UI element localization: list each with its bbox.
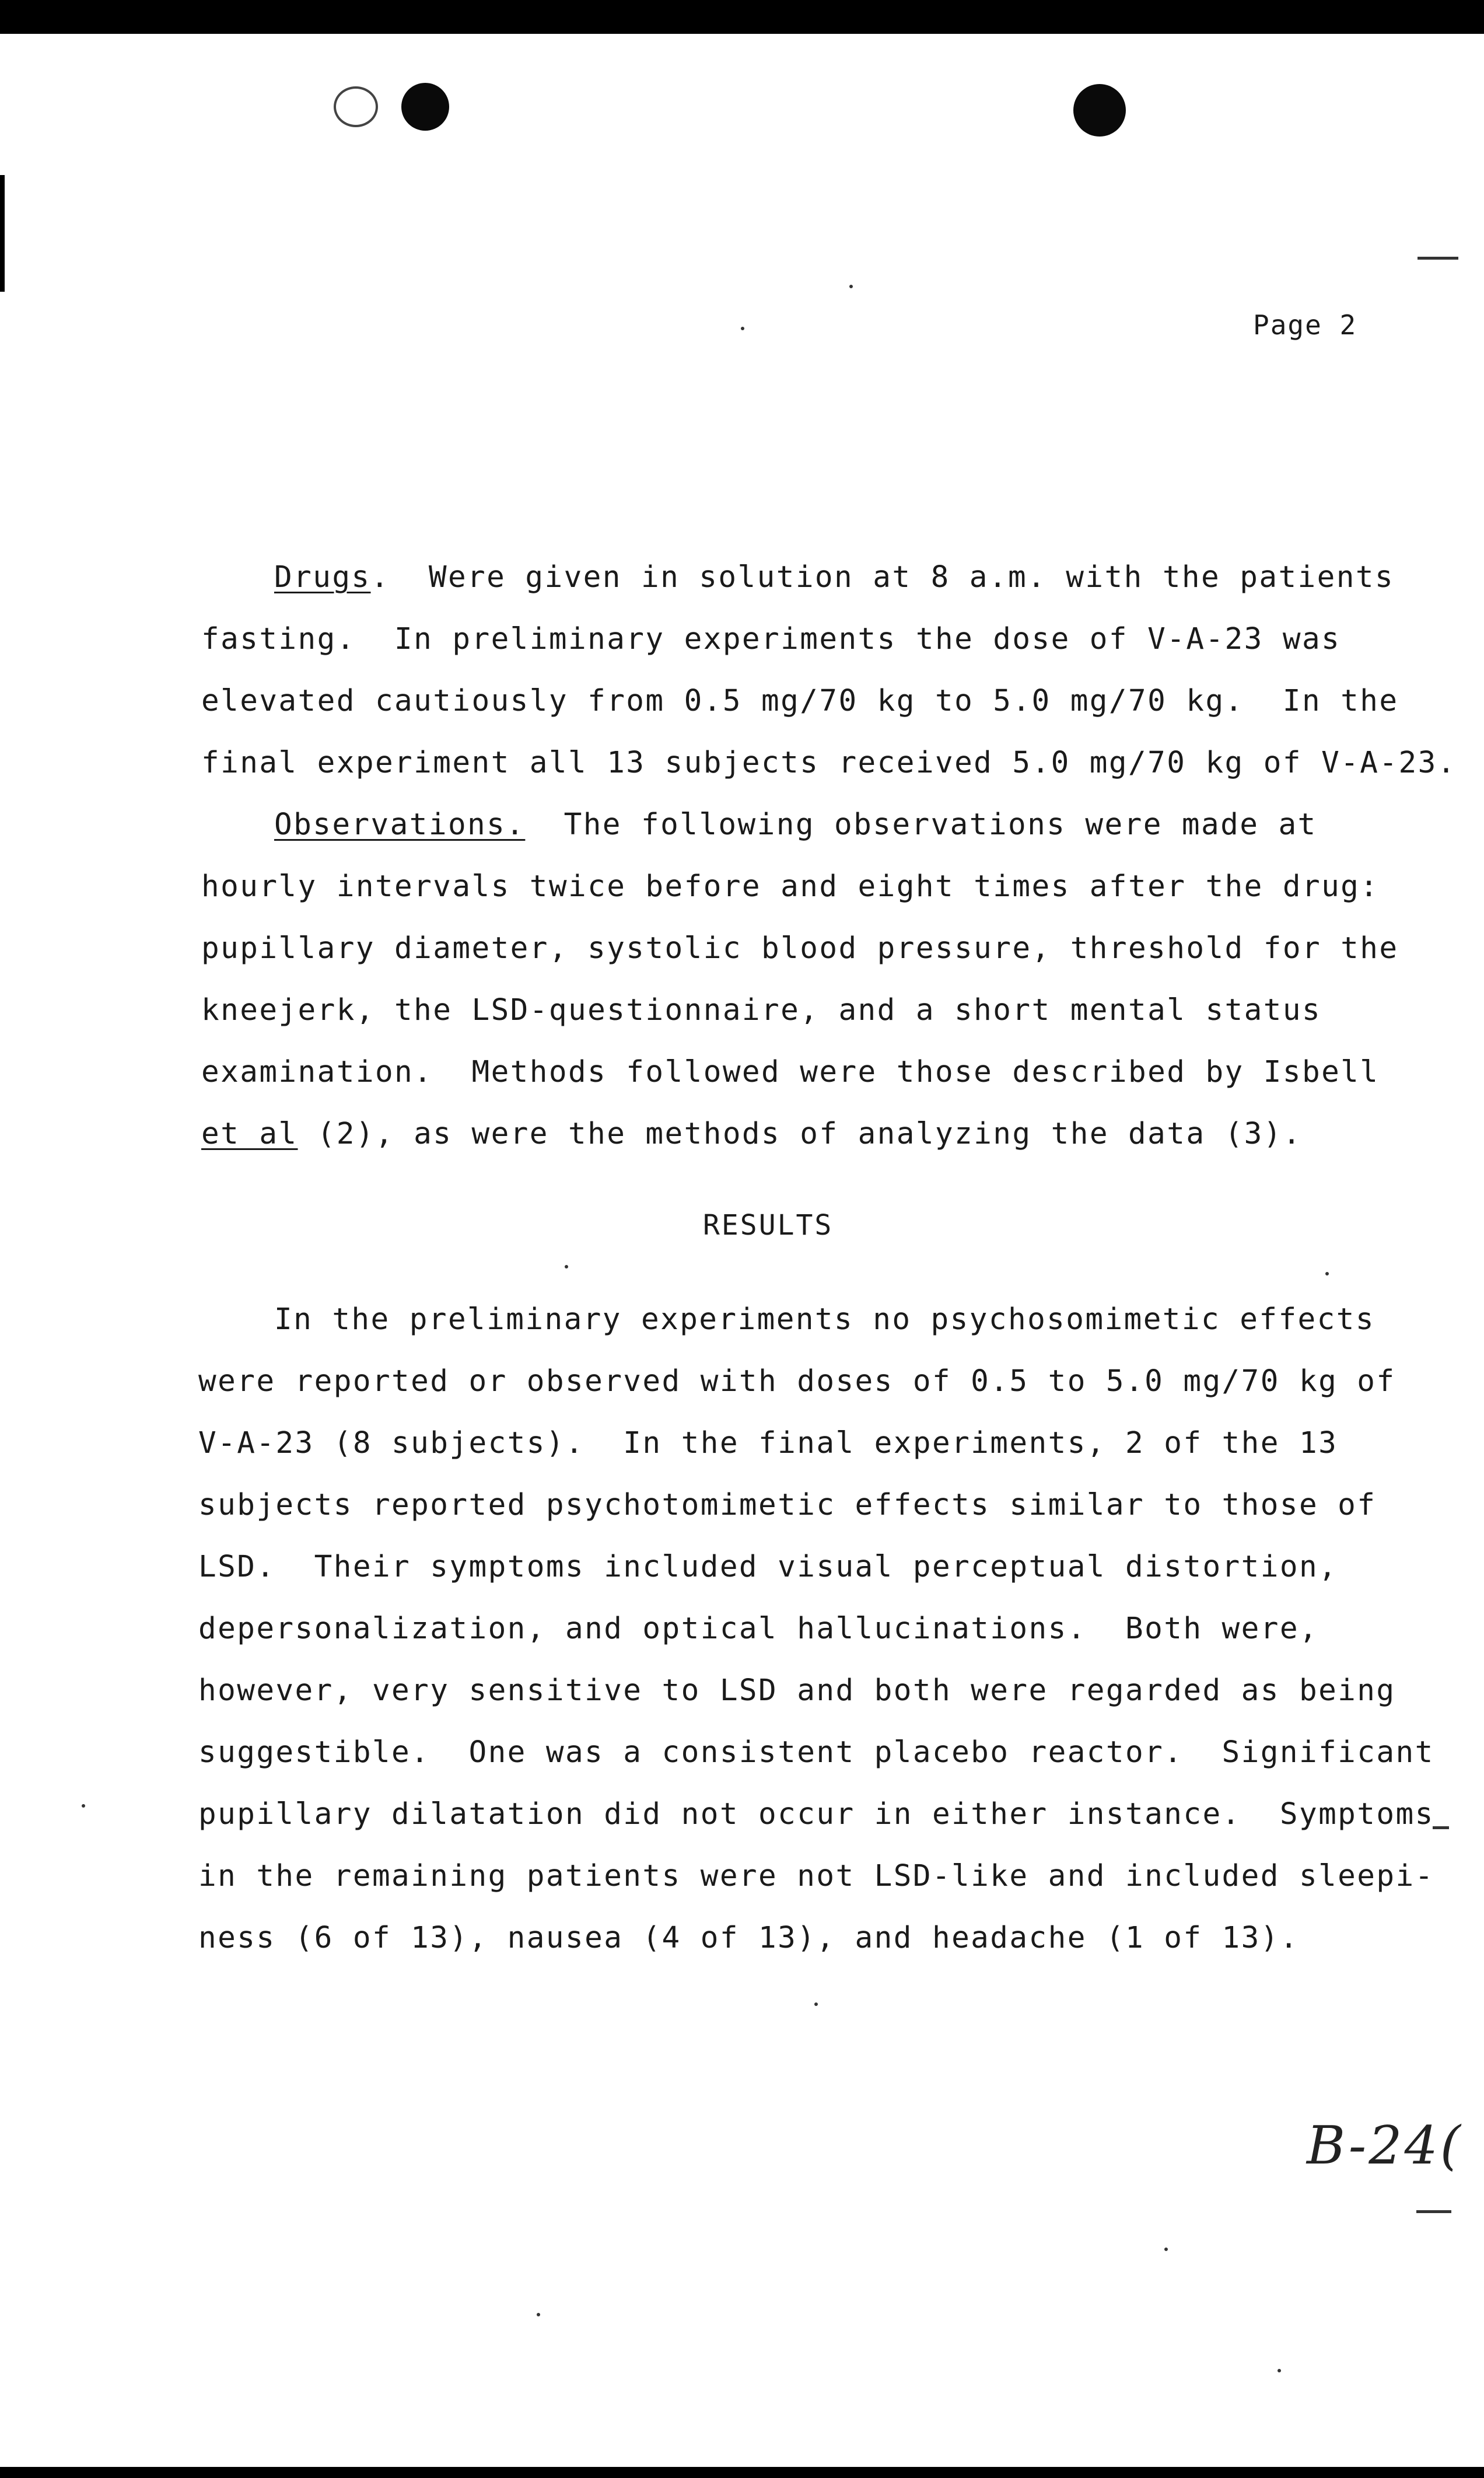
results-line-4: subjects reported psychotomimetic effects similar to those of (198, 1488, 1377, 1522)
drugs-line-2: fasting. In preliminary experiments the dose of V-A-23 was (201, 622, 1341, 656)
drugs-label: Drugs (274, 560, 371, 595)
scan-left-edge-mark (0, 175, 5, 292)
scan-speck (1278, 2369, 1281, 2372)
section-heading-results: RESULTS (703, 1209, 834, 1242)
scan-speck (565, 1265, 568, 1268)
scan-speck (814, 2002, 818, 2006)
punch-hole-outline (334, 86, 378, 127)
results-line-6: depersonalization, and optical hallucinations. Both were, (198, 1612, 1319, 1646)
results-line-8: suggestible. One was a consistent placebo reactor. Significant (198, 1735, 1434, 1770)
drugs-line-4: final experiment all 13 subjects received 5.0 mg/70 kg of V-A-23. (201, 746, 1457, 780)
results-line-11: ness (6 of 13), nausea (4 of 13), and headache (1 of 13). (198, 1921, 1299, 1955)
observations-line-3: pupillary diameter, systolic blood pressure, threshold for the (201, 931, 1399, 966)
et-al-label: et al (201, 1117, 298, 1151)
drugs-line-1-text: . Were given in solution at 8 a.m. with the patients (370, 560, 1395, 595)
drugs-line-1 (274, 560, 1394, 595)
results-line-1: In the preliminary experiments no psychosomimetic effects (274, 1302, 1375, 1337)
handwritten-document-number: B-24( (1307, 2115, 1463, 2176)
observations-line-2: hourly intervals twice before and eight times after the drug: (201, 869, 1380, 904)
scan-speck (1164, 2248, 1168, 2251)
results-line-2: were reported or observed with doses of 0.5 to 5.0 mg/70 kg of (198, 1364, 1396, 1399)
results-line-10: in the remaining patients were not LSD-like and included sleepi- (198, 1859, 1434, 1893)
punch-hole-right (1073, 84, 1126, 137)
observations-line-6 (201, 1117, 1302, 1151)
scan-speck (82, 1804, 85, 1808)
scan-speck (537, 2313, 540, 2316)
scan-speck (741, 327, 744, 330)
scan-speck (849, 285, 853, 288)
drugs-line-3: elevated cautiously from 0.5 mg/70 kg to 5.0 mg/70 kg. In the (201, 684, 1399, 718)
results-line-3: V-A-23 (8 subjects). In the final experiments, 2 of the 13 (198, 1426, 1338, 1460)
observations-label: Observations. (274, 808, 526, 842)
scan-bottom-border (0, 2467, 1484, 2478)
scan-dash (1416, 2210, 1451, 2213)
page-number: Page 2 (1253, 309, 1357, 341)
results-line-9: pupillary dilatation did not occur in either instance. Symptoms (198, 1797, 1434, 1832)
punch-hole-left (401, 83, 449, 131)
scan-dash (1433, 1826, 1449, 1829)
observations-line-4: kneejerk, the LSD-questionnaire, and a short mental status (201, 993, 1322, 1027)
results-line-5: LSD. Their symptoms included visual perceptual distortion, (198, 1550, 1338, 1584)
observations-line-1 (274, 808, 1317, 842)
observations-line-6-text: (2), as were the methods of analyzing the data (3). (298, 1117, 1302, 1151)
observations-line-5: examination. Methods followed were those described by Isbell (201, 1055, 1380, 1089)
scan-speck (1325, 1272, 1329, 1275)
results-line-7: however, very sensitive to LSD and both were regarded as being (198, 1673, 1396, 1708)
scan-top-border (0, 0, 1484, 34)
scan-dash (1418, 257, 1458, 260)
observations-line-1-text: The following observations were made at (525, 808, 1317, 842)
